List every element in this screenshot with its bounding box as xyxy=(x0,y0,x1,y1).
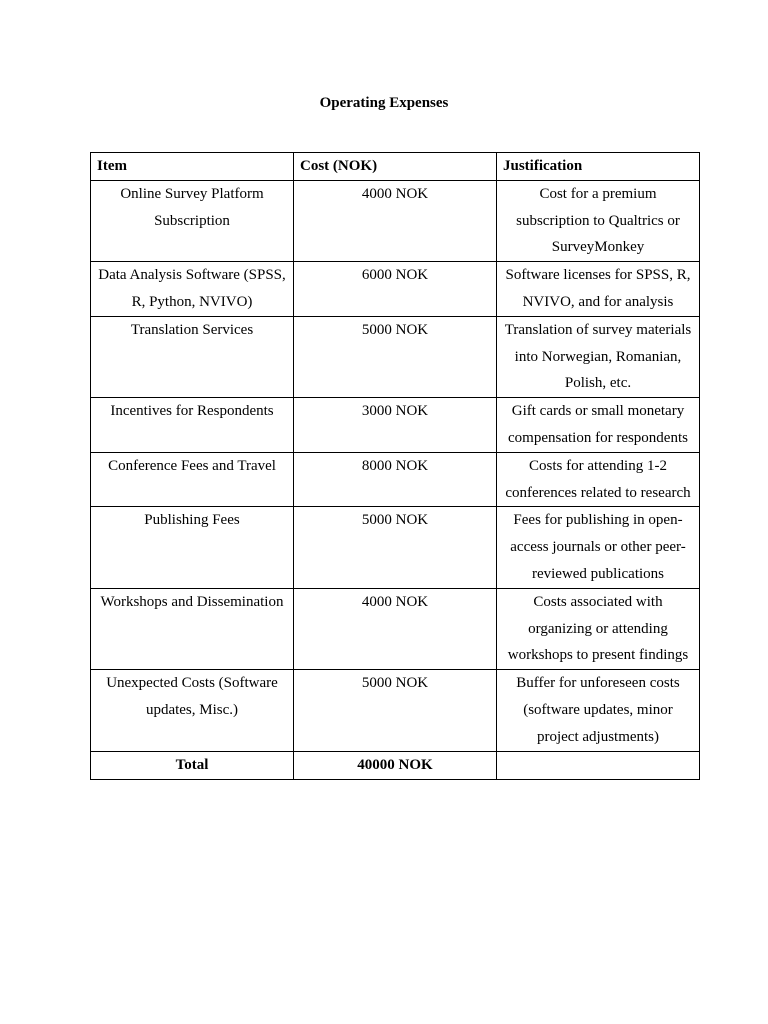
table-row xyxy=(91,452,700,507)
table-row xyxy=(91,262,700,317)
cost-cell: 8000 NOK xyxy=(294,452,497,507)
item-cell: Unexpected Costs (Software updates, Misc.) xyxy=(91,670,294,751)
table-header-row xyxy=(91,153,700,181)
operating-expenses-table xyxy=(90,152,700,780)
justification-cell: Cost for a premium subscription to Qualtrics or SurveyMonkey xyxy=(497,180,700,261)
header-cost: Cost (NOK) xyxy=(294,153,497,181)
item-cell: Incentives for Respondents xyxy=(91,398,294,453)
item-cell: Online Survey Platform Subscription xyxy=(91,180,294,261)
justification-cell: Fees for publishing in open-access journals or other peer-reviewed publications xyxy=(497,507,700,588)
table-row xyxy=(91,670,700,751)
justification-cell: Buffer for unforeseen costs (software updates, minor project adjustments) xyxy=(497,670,700,751)
item-cell: Data Analysis Software (SPSS, R, Python, NVIVO) xyxy=(91,262,294,317)
item-cell: Workshops and Dissemination xyxy=(91,588,294,669)
cost-cell: 4000 NOK xyxy=(294,180,497,261)
total-label: Total xyxy=(91,751,294,779)
justification-cell: Gift cards or small monetary compensation for respondents xyxy=(497,398,700,453)
table-row xyxy=(91,316,700,397)
header-item: Item xyxy=(91,153,294,181)
cost-cell: 4000 NOK xyxy=(294,588,497,669)
cost-cell: 3000 NOK xyxy=(294,398,497,453)
header-justification: Justification xyxy=(497,153,700,181)
justification-cell: Translation of survey materials into Norwegian, Romanian, Polish, etc. xyxy=(497,316,700,397)
total-row xyxy=(91,751,700,779)
cost-cell: 5000 NOK xyxy=(294,507,497,588)
table-row xyxy=(91,588,700,669)
cost-cell: 5000 NOK xyxy=(294,316,497,397)
table-row xyxy=(91,507,700,588)
item-cell: Translation Services xyxy=(91,316,294,397)
page-title: Operating Expenses xyxy=(319,95,449,111)
total-justification xyxy=(497,751,700,779)
justification-cell: Costs associated with organizing or attending workshops to present findings xyxy=(497,588,700,669)
item-cell: Publishing Fees xyxy=(91,507,294,588)
cost-cell: 5000 NOK xyxy=(294,670,497,751)
justification-cell: Software licenses for SPSS, R, NVIVO, and for analysis xyxy=(497,262,700,317)
item-cell: Conference Fees and Travel xyxy=(91,452,294,507)
table-row xyxy=(91,180,700,261)
table-row xyxy=(91,398,700,453)
cost-cell: 6000 NOK xyxy=(294,262,497,317)
justification-cell: Costs for attending 1-2 conferences related to research xyxy=(497,452,700,507)
total-cost: 40000 NOK xyxy=(294,751,497,779)
